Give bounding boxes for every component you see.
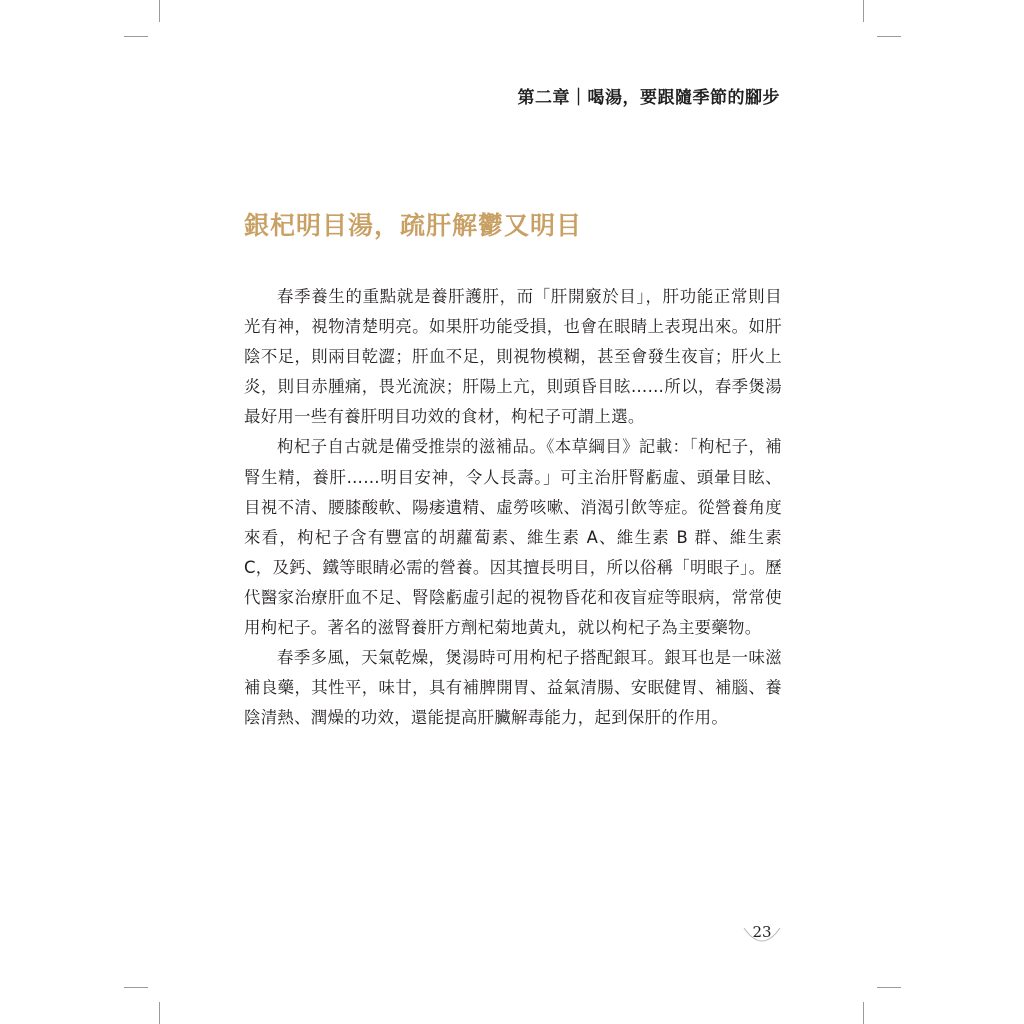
crop-mark-left-bottom — [124, 987, 148, 988]
body-text — [244, 282, 782, 733]
crop-mark-bottom-right — [863, 1002, 864, 1024]
running-head: 第二章｜喝湯，要跟隨季節的腳步 — [517, 88, 780, 108]
crop-mark-right-top — [877, 36, 901, 37]
paragraph-2: 枸杞子自古就是備受推崇的滋補品。《本草綱目》記載：「枸杞子，補腎生精，養肝……明目安神，令人長壽。」可主治肝腎虧虛、頭暈目眩、目視不清、腰膝酸軟、陽痿遺精、虛勞咳嗽、消渴引飲等症。從營養角度來看，枸杞子含有豐富的胡蘿蔔素、維生素 A、維生素 B 群、維生素 C，及鈣、鐵等眼睛必需的營養。因其擅長明目，所以俗稱「明眼子」。歷代醫家治療肝血不足、腎陰虧虛引起的視物昏花和夜盲症等眼病，常常使用枸杞子。著名的滋腎養肝方劑杞菊地黃丸，就以枸杞子為主要藥物。 — [244, 437, 782, 638]
page-number: 23 — [752, 923, 772, 941]
crop-mark-right-bottom — [877, 987, 901, 988]
paragraph-1: 春季養生的重點就是養肝護肝，而「肝開竅於目」，肝功能正常則目光有神，視物清楚明亮。如果肝功能受損，也會在眼睛上表現出來。如肝陰不足，則兩目乾澀；肝血不足，則視物模糊，甚至會發生夜盲；肝火上炎，則目赤腫痛，畏光流淚；肝陽上亢，則頭昏目眩……所以，春季煲湯最好用一些有養肝明目功效的食材，枸杞子可謂上選。 — [244, 287, 782, 427]
section-title: 銀杞明目湯，疏肝解鬱又明目 — [244, 211, 583, 240]
crop-mark-bottom-left — [159, 1002, 160, 1024]
crop-mark-top-right — [863, 0, 864, 22]
crop-mark-left-top — [124, 36, 148, 37]
paragraph-3: 春季多風，天氣乾燥，煲湯時可用枸杞子搭配銀耳。銀耳也是一味滋補良藥，其性平，味甘，具有補脾開胃、益氣清腸、安眠健胃、補腦、養陰清熱、潤燥的功效，還能提高肝臟解毒能力，起到保肝的作用。 — [244, 648, 782, 728]
page-number-block — [740, 918, 784, 948]
crop-mark-top-left — [159, 0, 160, 22]
